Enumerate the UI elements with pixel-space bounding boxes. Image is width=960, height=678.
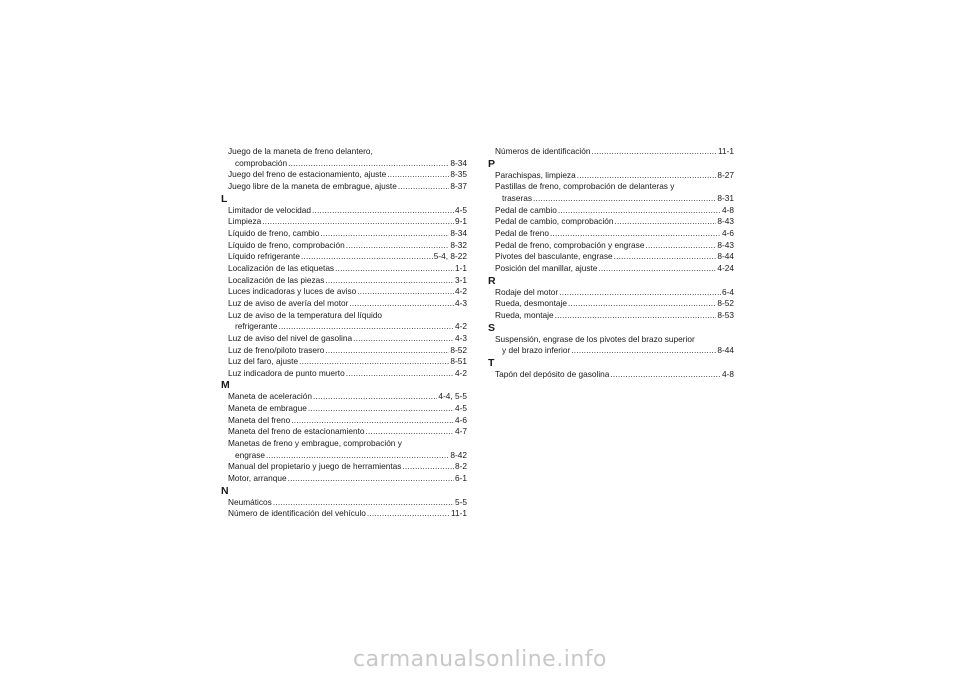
- index-entry: [495, 263, 734, 275]
- page-reference: 8-43: [717, 239, 734, 250]
- index-entry: [228, 356, 467, 368]
- index-entry-text: Manual del propietario y juego de herramientas: [228, 461, 402, 472]
- dot-leader: [610, 369, 721, 381]
- dot-leader: [366, 426, 454, 438]
- page-reference: 8-2: [455, 461, 467, 472]
- index-entry: [228, 403, 467, 415]
- dot-leader: [558, 205, 721, 217]
- dot-leader: [550, 228, 721, 240]
- dot-leader: [308, 403, 454, 415]
- index-entry-continuation: engrase: [235, 449, 265, 460]
- dot-leader: [353, 333, 454, 345]
- dot-leader: [357, 286, 454, 298]
- index-entry-text: Luz de aviso del nivel de gasolina: [228, 332, 353, 343]
- index-entry-text: Luz indicadora de punto muerto: [228, 367, 345, 378]
- page-reference: 4-2: [455, 367, 467, 378]
- index-entry-text: Juego de la maneta de freno delantero,: [228, 146, 373, 156]
- dot-leader: [568, 298, 716, 310]
- dot-leader: [313, 391, 437, 403]
- dot-leader: [577, 170, 717, 182]
- index-column-right: [488, 146, 734, 381]
- index-entry: [495, 369, 734, 381]
- dot-leader: [598, 263, 716, 275]
- index-entry: [228, 228, 467, 240]
- index-letter-heading: M: [221, 379, 230, 392]
- index-entry: [228, 263, 467, 275]
- index-letter-heading: R: [488, 274, 496, 287]
- index-entry: [228, 298, 467, 310]
- index-entry: [228, 426, 467, 438]
- dot-leader: [301, 251, 433, 263]
- dot-leader: [312, 205, 454, 217]
- index-letter-heading: S: [488, 321, 496, 334]
- index-entry: [495, 334, 734, 357]
- index-letter-heading: P: [488, 157, 496, 170]
- dot-leader: [262, 216, 454, 228]
- index-entry: [495, 240, 734, 252]
- page-reference: 9-1: [455, 216, 467, 227]
- dot-leader: [288, 158, 449, 170]
- dot-leader: [571, 345, 716, 357]
- index-entry: [228, 205, 467, 217]
- index-entry-text: Pedal de freno: [495, 227, 549, 238]
- index-entry-text: Juego libre de la maneta de embrague, ajuste: [228, 180, 397, 191]
- index-entry-text: Líquido de freno, comprobación: [228, 239, 345, 250]
- dot-leader: [591, 146, 717, 158]
- dot-leader: [266, 450, 449, 462]
- page-reference: 8-42: [450, 449, 467, 460]
- index-entry: [228, 345, 467, 357]
- page-reference: 6-4: [722, 286, 734, 297]
- page-reference: 8-53: [717, 309, 734, 320]
- index-entry-text: Luz de aviso de avería del motor: [228, 297, 349, 308]
- index-entry-text: Rodaje del motor: [495, 286, 559, 297]
- page-reference: 3-1: [455, 274, 467, 285]
- index-entry-continuation: comprobación: [235, 157, 288, 168]
- page-reference: 8-35: [450, 169, 467, 180]
- index-entry-text: Rueda, montaje: [495, 309, 554, 320]
- dot-leader: [346, 368, 454, 380]
- dot-leader: [349, 298, 454, 310]
- index-entry: [228, 497, 467, 509]
- index-letter-heading: N: [221, 484, 229, 497]
- page-reference: 4-3: [455, 297, 467, 308]
- page-reference: 8-43: [717, 216, 734, 227]
- index-entry: [495, 170, 734, 182]
- index-letter-heading: L: [221, 192, 228, 205]
- dot-leader: [402, 461, 454, 473]
- dot-leader: [299, 356, 449, 368]
- page-reference: 4-6: [722, 227, 734, 238]
- index-entry: [495, 216, 734, 228]
- dot-leader: [614, 251, 717, 263]
- index-entry: [228, 438, 467, 461]
- index-entry-text: Maneta del freno: [228, 414, 291, 425]
- dot-leader: [273, 497, 454, 509]
- page-reference: 8-52: [450, 344, 467, 355]
- page-reference: 4-8: [722, 204, 734, 215]
- page-reference: 8-31: [717, 192, 734, 203]
- watermark: carmanualsonline.info: [353, 647, 607, 672]
- page-reference: 8-32: [450, 239, 467, 250]
- index-entry-continuation: refrigerante: [235, 321, 278, 332]
- page-reference: 8-51: [450, 356, 467, 367]
- dot-leader: [346, 240, 450, 252]
- index-entry-text: Pastillas de freno, comprobación de delanteras y: [495, 181, 675, 192]
- index-entry-text: Número de identificación del vehículo: [228, 508, 366, 519]
- index-entry: [495, 181, 734, 204]
- dot-leader: [398, 181, 450, 193]
- page-reference: 8-44: [717, 345, 734, 356]
- page-reference: 11-1: [718, 146, 734, 156]
- page-reference: 4-7: [455, 426, 467, 437]
- index-entry: [228, 169, 467, 181]
- dot-leader: [325, 345, 449, 357]
- dot-leader: [387, 169, 449, 181]
- index-entry-text: Localización de las etiquetas: [228, 262, 335, 273]
- page-reference: 5-5: [455, 496, 467, 507]
- index-entry: [228, 216, 467, 228]
- page-reference: 8-44: [717, 251, 734, 262]
- index-entry-text: Luz del faro, ajuste: [228, 356, 299, 367]
- index-entry-continuation: y del brazo inferior: [502, 345, 571, 356]
- index-entry: [228, 251, 467, 263]
- dot-leader: [335, 263, 454, 275]
- page-reference: 8-34: [450, 157, 467, 168]
- index-entry-text: Tapón del depósito de gasolina: [495, 368, 610, 379]
- page-reference: 8-34: [450, 227, 467, 238]
- index-entry: [228, 310, 467, 333]
- index-entry: [228, 473, 467, 485]
- index-entry-text: Rueda, desmontaje: [495, 298, 567, 309]
- dot-leader: [645, 240, 716, 252]
- index-entry-text: Posición del manillar, ajuste: [495, 262, 598, 273]
- index-entry-text: Neumáticos: [228, 496, 272, 507]
- index-entry: [495, 205, 734, 217]
- index-entry: [228, 286, 467, 298]
- index-entry-text: Limitador de velocidad: [228, 204, 312, 215]
- page-reference: 8-27: [717, 169, 734, 180]
- page-reference: 4-2: [455, 321, 467, 332]
- index-entry-text: Parachispas, limpieza: [495, 169, 576, 180]
- page-reference: 4-3: [455, 332, 467, 343]
- index-entry: [495, 251, 734, 263]
- index-entry: [228, 146, 467, 169]
- index-entry-text: Líquido refrigerante: [228, 251, 300, 262]
- index-entry: [228, 333, 467, 345]
- index-entry: [495, 310, 734, 322]
- index-entry-text: Pedal de cambio, comprobación: [495, 216, 614, 227]
- index-entry-text: Motor, arranque: [228, 473, 287, 484]
- index-entry: [495, 228, 734, 240]
- page-reference: 4-24: [717, 262, 734, 273]
- page-reference: 4-2: [455, 286, 467, 297]
- index-entry: [228, 415, 467, 427]
- page-reference: 11-1: [451, 508, 467, 519]
- dot-leader: [291, 415, 454, 427]
- page-reference: 4-5: [455, 204, 467, 215]
- index-entry-text: Maneta del freno de estacionamiento: [228, 426, 365, 437]
- index-entry: [495, 287, 734, 299]
- dot-leader: [559, 287, 721, 299]
- index-entry-text: Localización de las piezas: [228, 274, 325, 285]
- page-reference: 4-8: [722, 368, 734, 379]
- index-entry: [228, 275, 467, 287]
- index-entry: [228, 461, 467, 473]
- dot-leader: [555, 310, 717, 322]
- page-reference: 4-5: [455, 403, 467, 414]
- dot-leader: [320, 228, 449, 240]
- index-entry-text: Luz de aviso de la temperatura del líquido: [228, 309, 383, 320]
- page-reference: 4-6: [455, 414, 467, 425]
- dot-leader: [615, 216, 717, 228]
- index-entry-text: Pedal de cambio: [495, 204, 557, 215]
- page-reference: 1-1: [455, 262, 467, 273]
- dot-leader: [367, 508, 450, 520]
- index-entry: [228, 181, 467, 193]
- index-entry-text: Maneta de aceleración: [228, 391, 312, 402]
- index-entry: [228, 391, 467, 403]
- index-entry-text: Pedal de freno, comprobación y engrase: [495, 239, 645, 250]
- page-reference: 4-4, 5-5: [438, 391, 467, 402]
- page-reference: 5-4, 8-22: [433, 251, 467, 262]
- dot-leader: [325, 275, 454, 287]
- index-entry-text: Juego del freno de estacionamiento, ajuste: [228, 169, 387, 180]
- dot-leader: [278, 321, 454, 333]
- page-reference: 8-52: [717, 298, 734, 309]
- index-entry-continuation: traseras: [502, 192, 532, 203]
- index-entry: [495, 298, 734, 310]
- index-entry-text: Pivotes del basculante, engrase: [495, 251, 613, 262]
- index-entry: [228, 368, 467, 380]
- index-letter-heading: T: [488, 356, 495, 369]
- index-entry-text: Números de identificación: [495, 146, 591, 156]
- dot-leader: [533, 193, 716, 205]
- index-entry: [228, 508, 467, 520]
- index-entry-text: Luces indicadoras y luces de aviso: [228, 286, 357, 297]
- index-entry-text: Líquido de freno, cambio: [228, 227, 320, 238]
- index-entry-text: Manetas de freno y embrague, comprobación y: [228, 438, 402, 449]
- index-entry-text: Suspensión, engrase de los pivotes del brazo superior: [495, 333, 695, 344]
- index-column-left: [221, 146, 467, 520]
- index-entry: [495, 146, 734, 158]
- page-reference: 6-1: [455, 473, 467, 484]
- page-reference: 8-37: [450, 180, 467, 191]
- index-entry: [228, 240, 467, 252]
- index-entry-text: Maneta de embrague: [228, 403, 307, 414]
- index-entry-text: Luz de freno/piloto trasero: [228, 344, 325, 355]
- dot-leader: [288, 473, 454, 485]
- index-entry-text: Limpieza: [228, 216, 262, 227]
